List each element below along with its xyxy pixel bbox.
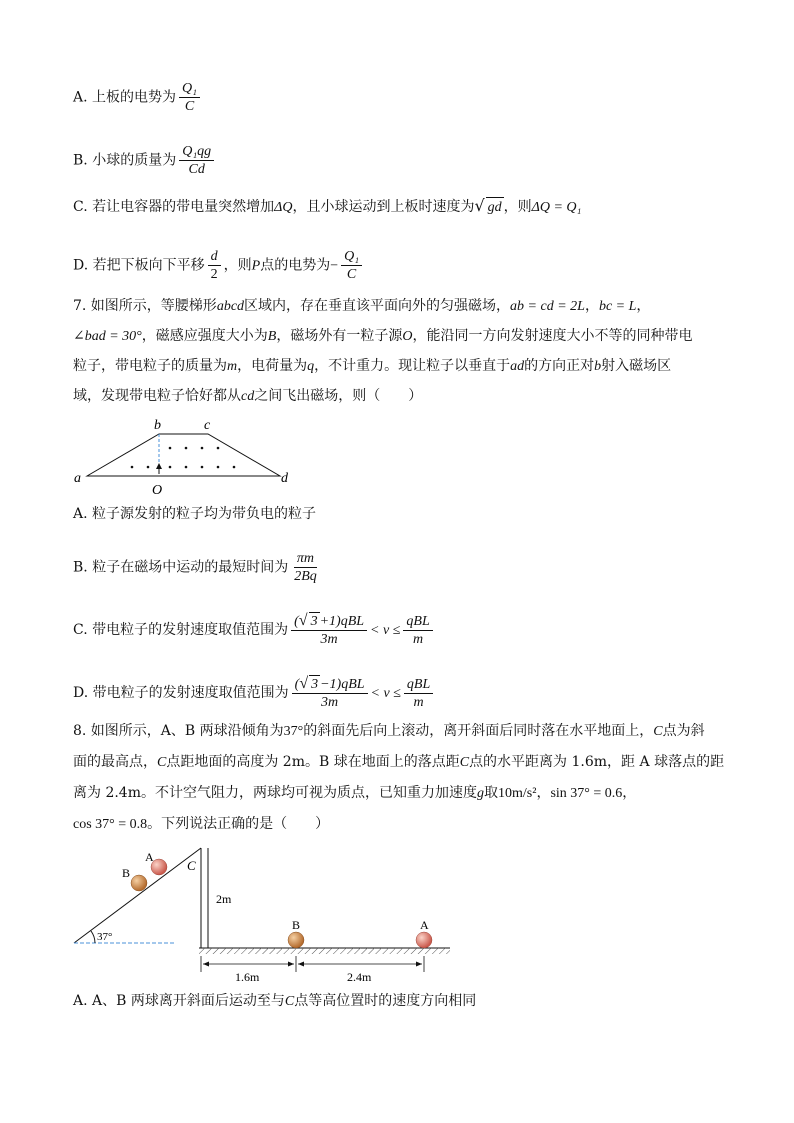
angle-label: 37° [97, 931, 113, 943]
text: 点距地面的高度为 2m。B 球在地面上的落点距 [166, 754, 460, 770]
math: q [307, 359, 315, 374]
math: cd [241, 389, 255, 404]
q6-option-a-fraction [179, 80, 200, 115]
fraction-denominator: 3m [320, 632, 338, 647]
math: B [267, 329, 277, 344]
fraction [341, 248, 362, 283]
dimension-arrowhead [416, 962, 422, 967]
math: +1)qBL [319, 614, 365, 629]
incline-surface [74, 848, 201, 943]
text: ，不计重力。现让粒子以垂直于 [314, 358, 511, 374]
text: 的方向正对 [524, 358, 595, 374]
distance-label-2-4m: 2.4m [347, 970, 372, 984]
text: ，电荷量为 [237, 358, 308, 374]
ground-hatching [199, 948, 450, 954]
text: 面的最高点， [73, 754, 157, 770]
fraction-denominator: C [346, 267, 357, 282]
q8-stem-line-3 [73, 783, 636, 804]
text: ，磁场外有一粒子源 [276, 328, 403, 344]
math: C [459, 755, 470, 770]
text: ，则 [223, 257, 252, 274]
sqrt-sign: √ [299, 675, 309, 692]
fraction [291, 550, 320, 585]
math: ab = cd = 2L [510, 299, 585, 314]
text: 射入磁场区 [601, 358, 672, 374]
trapezoid-outline [87, 434, 280, 476]
q6-option-b-fraction [179, 143, 214, 178]
math: < v ≤ [370, 686, 401, 701]
q7-trapezoid-figure [70, 416, 300, 498]
fraction [403, 613, 432, 648]
math: 10m/s² [498, 786, 537, 801]
q7-option-c [73, 612, 436, 648]
distance-label-1-6m: 1.6m [235, 970, 260, 984]
text: 取 [484, 785, 498, 801]
fraction-numerator: πm [294, 550, 317, 568]
q6-option-a [73, 80, 203, 115]
q7-stem-line-4 [73, 386, 422, 407]
fraction-numerator: Q₁ [341, 248, 362, 266]
text: 点为斜 [662, 723, 705, 739]
fraction-numerator [291, 612, 367, 631]
q7-stem-line-3 [73, 356, 671, 377]
text: 之间飞出磁场，则（ ） [254, 388, 423, 404]
q8-stem-line-1 [73, 721, 705, 742]
math: abcd [216, 299, 245, 314]
field-dot [233, 466, 236, 469]
field-dot [201, 447, 204, 450]
label-a: a [74, 471, 81, 486]
sqrt-content: gd [486, 197, 504, 218]
text: 点的水平距离为 1.6m，距 A 球落点的距 [469, 754, 725, 770]
label-c: c [204, 418, 211, 433]
field-dot [169, 466, 172, 469]
math: ΔQ [274, 200, 293, 215]
text: C. 带电粒子的发射速度取值范围为 [73, 622, 289, 638]
paren: ( [294, 614, 299, 629]
math: < v ≤ [370, 623, 401, 638]
angle-arc [91, 931, 95, 943]
q6-option-a-text: A. 上板的电势为 [73, 89, 177, 106]
q6-option-d [73, 248, 365, 283]
fraction-denominator: 3m [321, 695, 339, 710]
fraction-denominator: C [184, 99, 195, 114]
fraction-denominator: 2Bq [294, 569, 317, 584]
math: ΔQ = Q₁ [531, 200, 582, 215]
sqrt-sign: √ [298, 612, 308, 629]
math: cos 37° = 0.8 [73, 817, 148, 832]
math: sin 37° = 0.6 [550, 786, 623, 801]
ball-b-landed [288, 932, 304, 948]
text: ，磁感应强度大小为 [141, 328, 268, 344]
label-ball-a-landed: A [420, 918, 429, 932]
math: bc = L [598, 299, 637, 314]
dimension-arrowhead [203, 962, 209, 967]
minus-sign: − [330, 258, 339, 274]
text: ，则 [503, 199, 532, 215]
math: C [157, 755, 167, 770]
text: B. 粒子在磁场中运动的最短时间为 [73, 559, 289, 576]
math: g [477, 786, 484, 801]
q8-stem-line-2 [73, 752, 724, 773]
q7-stem-line-1 [73, 296, 650, 317]
fraction-denominator: m [413, 631, 424, 647]
fraction-numerator: qBL [404, 676, 433, 694]
math: 37° [283, 724, 304, 739]
field-dot [185, 447, 188, 450]
field-dot [185, 466, 188, 469]
fraction [404, 676, 433, 711]
q8-incline-figure [65, 840, 465, 985]
math: P [251, 258, 261, 274]
fraction [208, 248, 221, 283]
sqrt-content: 3 [311, 677, 319, 692]
text: A. A、B 两球离开斜面后运动至与 [73, 993, 285, 1009]
fraction [291, 612, 367, 648]
label-d: d [281, 471, 288, 486]
text: D. 带电粒子的发射速度取值范围为 [73, 685, 289, 701]
q8-option-a [73, 991, 476, 1012]
field-dot [217, 447, 220, 450]
field-dot [131, 466, 134, 469]
text: 域，发现带电粒子恰好都从 [73, 388, 241, 404]
text: ，能沿同一方向发射速度大小不等的同种带电 [412, 328, 693, 344]
label-ball-b: B [122, 866, 131, 880]
label-point-c: C [187, 858, 196, 873]
field-dot [217, 466, 220, 469]
text: D. 若把下板向下平移 [73, 257, 205, 274]
q6-option-b-text: B. 小球的质量为 [73, 152, 177, 169]
text: ， [536, 785, 551, 801]
text: 粒子，带电粒子的质量为 [73, 358, 227, 374]
field-dot [169, 447, 172, 450]
text: 的斜面先后向上滚动，离开斜面后同时落在水平地面上， [303, 723, 654, 739]
fraction-numerator [292, 675, 368, 694]
magnetic-field-dots [131, 447, 236, 469]
math: ∠bad = 30° [73, 329, 142, 344]
dimension-arrowhead [298, 962, 304, 967]
ball-a-landed [416, 932, 432, 948]
fraction-denominator: m [413, 694, 424, 710]
q7-stem-line-2 [73, 326, 692, 347]
text: 7. 如图所示，等腰梯形 [73, 298, 217, 314]
fraction-denominator: Cd [188, 162, 205, 177]
text: 点的电势为 [260, 257, 331, 274]
label-ball-b-landed: B [292, 918, 301, 932]
fraction-numerator: d [208, 248, 221, 266]
text: ， [636, 298, 651, 314]
fraction-denominator: 2 [210, 267, 218, 282]
text: C. 若让电容器的带电量突然增加 [73, 199, 275, 215]
text: ， [622, 785, 637, 801]
text: ，且小球运动到上板时速度为 [292, 199, 475, 215]
height-label: 2m [216, 892, 232, 906]
math: b [594, 359, 602, 374]
fraction-numerator: Q₁qg [179, 143, 214, 161]
text: 区域内，存在垂直该平面向外的匀强磁场， [244, 298, 511, 314]
field-dot [201, 466, 204, 469]
q7-option-b [73, 550, 323, 585]
text: 。下列说法正确的是（ ） [147, 816, 330, 832]
label-o: O [152, 483, 163, 498]
q7-option-d [73, 675, 436, 711]
field-dot [147, 466, 150, 469]
q6-option-c [73, 196, 581, 218]
label-ball-a: A [145, 850, 154, 864]
text: ， [584, 298, 599, 314]
label-b: b [154, 418, 161, 433]
q7-option-a: A. 粒子源发射的粒子均为带负电的粒子 [73, 506, 317, 522]
math: C [653, 724, 663, 739]
math: C [284, 994, 295, 1009]
dimension-arrowhead [288, 962, 294, 967]
math: −1)qBL [320, 677, 365, 692]
math: O [402, 329, 413, 344]
text: 8. 如图所示，A、B 两球沿倾角为 [73, 723, 284, 739]
fraction-numerator: qBL [403, 613, 432, 631]
fraction-numerator: Q₁ [179, 80, 200, 98]
sqrt-content: 3 [310, 614, 318, 629]
text: 点等高位置时的速度方向相同 [294, 993, 477, 1009]
sqrt-sign: √ [474, 196, 485, 215]
math: m [227, 359, 238, 374]
paren: ( [294, 677, 300, 692]
q8-stem-line-4 [73, 814, 329, 835]
fraction [292, 675, 368, 711]
math: ad [510, 359, 525, 374]
q6-option-b [73, 143, 217, 178]
velocity-arrowhead [156, 463, 162, 469]
text: 离为 2.4m。不计空气阻力，两球均可视为质点，已知重力加速度 [73, 785, 477, 801]
ball-b-on-incline [131, 875, 147, 891]
